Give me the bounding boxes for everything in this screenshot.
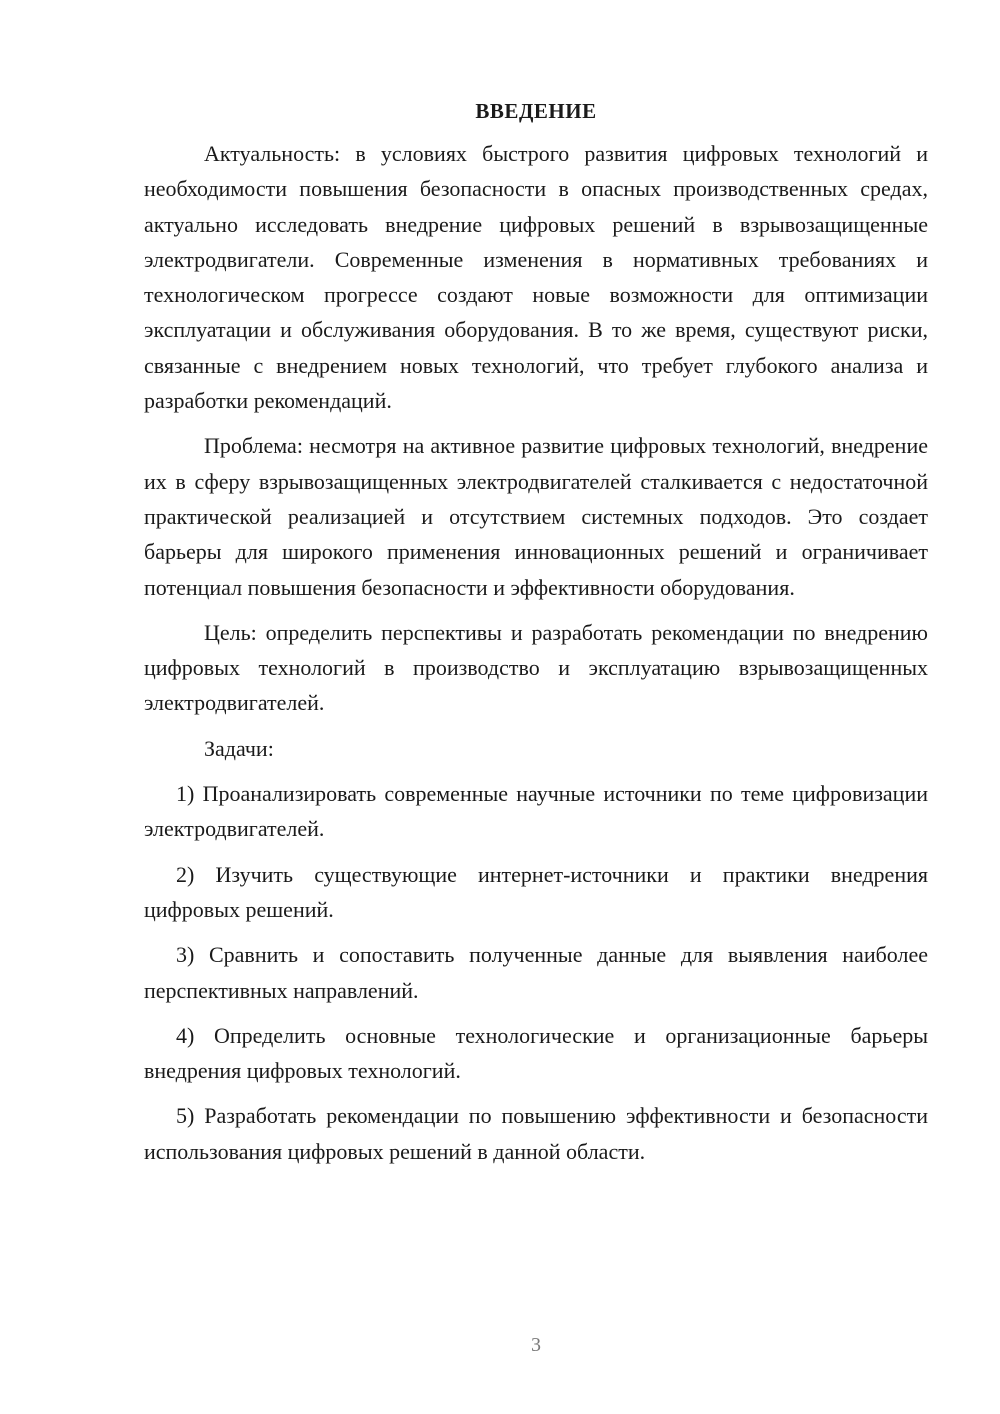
page-number: 3 — [531, 1334, 541, 1356]
tasks-heading: Задачи: — [204, 735, 274, 761]
task-item: 3) Сравнить и сопоставить полученные данные для выявления наиболее перспективных направлений. — [144, 942, 928, 1003]
section-title: ВВЕДЕНИЕ — [475, 99, 597, 123]
paragraph-goal: Цель: определить перспективы и разработать рекомендации по внедрению цифровых технологий в производство и эксплуатацию взрывозащищенных электродвигателей. — [144, 619, 928, 716]
task-item: 4) Определить основные технологические и организационные барьеры внедрения цифровых технологий. — [144, 1022, 928, 1084]
paragraph-relevance: Актуальность: в условиях быстрого развития цифровых технологий и необходимости повышения безопасности в опасных производственных средах, актуально исследовать внедрение цифровых решений в взрывозащищенные электродвигатели. Современные изменения в нормативных требованиях и технологическом прогрессе создают новые возможности для оптимизации эксплуатации и обслуживания оборудования. В то же время, существуют риски, связанные с внедрением новых технологий, что требует глубокого анализа и разработки рекомендаций. — [144, 141, 928, 414]
task-item: 5) Разработать рекомендации по повышению эффективности и безопасности использования цифровых решений в данной области. — [144, 1103, 928, 1164]
document-page — [144, 96, 928, 1179]
task-item: 2) Изучить существующие интернет-источники и практики внедрения цифровых решений. — [144, 861, 928, 922]
task-item: 1) Проанализировать современные научные источники по теме цифровизации электродвигателей. — [144, 781, 928, 842]
paragraph-problem: Проблема: несмотря на активное развитие цифровых технологий, внедрение их в сферу взрывозащищенных электродвигателей сталкивается с недостаточной практической реализацией и отсутствием системных подходов. Это создает барьеры для широкого применения инновационных решений и ограничивает потенциал повышения безопасности и эффективности оборудования. — [144, 433, 928, 600]
